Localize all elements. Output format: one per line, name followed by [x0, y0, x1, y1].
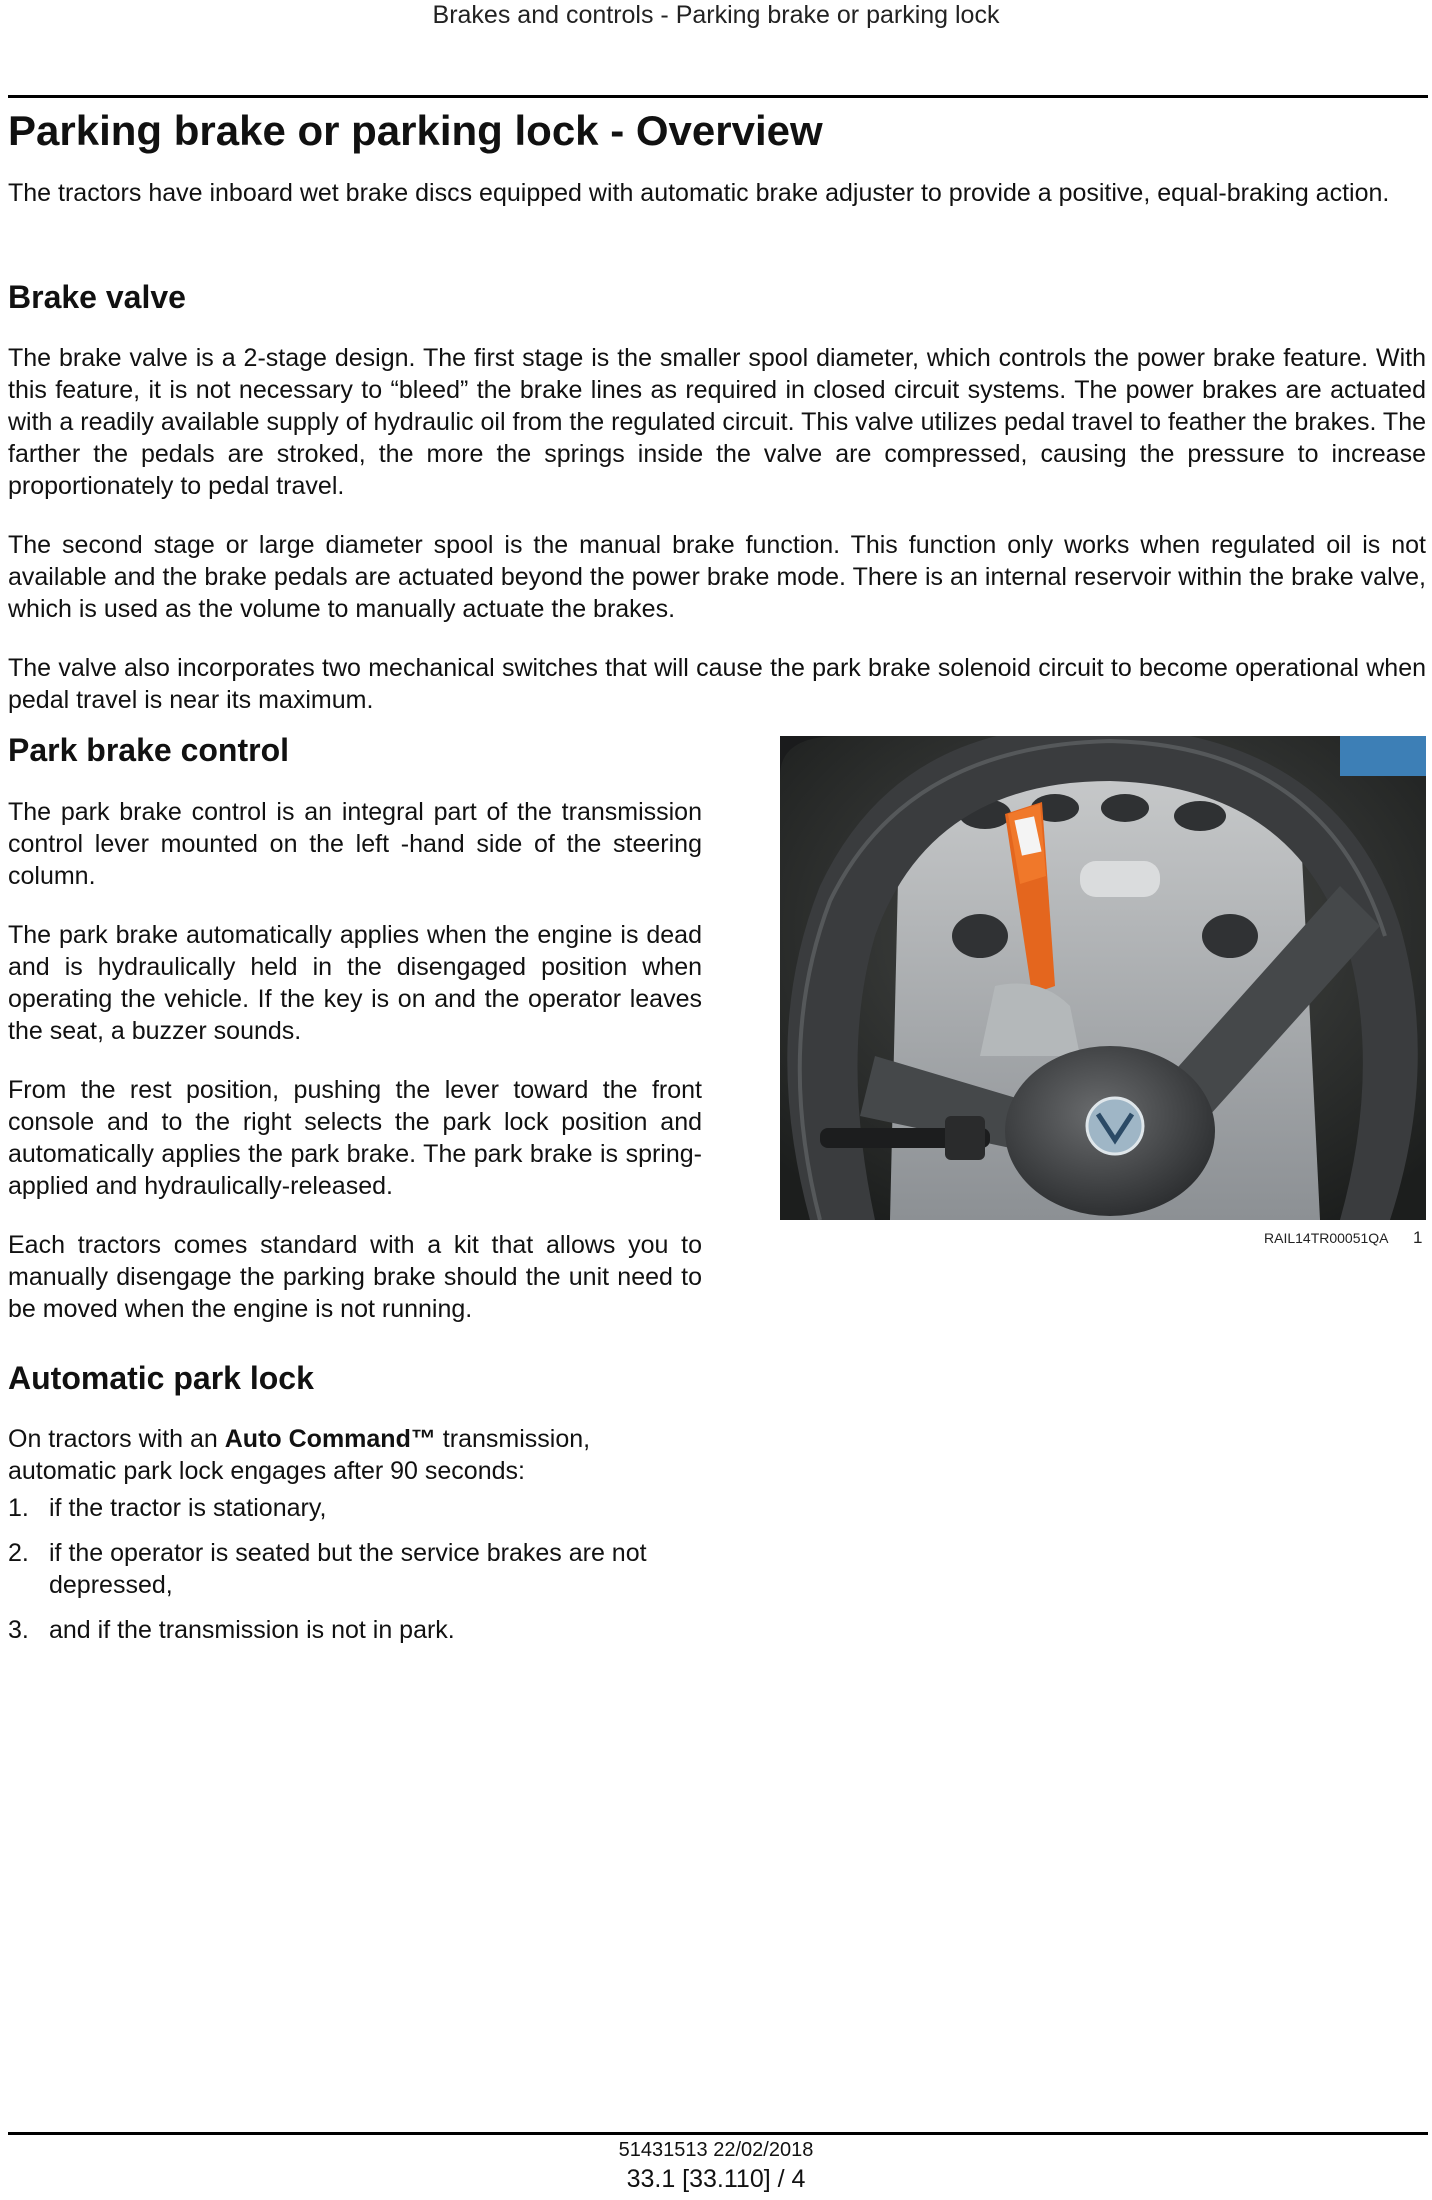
list-item [8, 1492, 708, 1524]
park-brake-paragraph-4: Each tractors comes standard with a kit that allows you to manually disengage the parking brake should the unit need to be moved when the engine is not running. [8, 1231, 702, 1323]
park-brake-paragraph-3: From the rest position, pushing the lever toward the front console and to the right selects the park lock position and automatically applies the park brake. The park brake is spring-applied and hydraulically-released. [8, 1076, 702, 1200]
list-item-number: 3. [8, 1616, 29, 1644]
list-item-number: 2. [8, 1539, 29, 1567]
footer-page-reference: 33.1 [33.110] / 4 [626, 2165, 806, 2193]
figure-reference: RAIL14TR00051QA [1264, 1230, 1389, 1246]
footer-rule [8, 2132, 1428, 2135]
park-lock-conditions-list [8, 1492, 708, 1659]
running-header: Brakes and controls - Parking brake or parking lock [432, 1, 1000, 29]
header-rule [8, 95, 1428, 98]
automatic-park-lock-intro [8, 1423, 702, 1487]
auto-command-label: Auto Command™ [224, 1425, 436, 1453]
list-item-number: 1. [8, 1494, 29, 1522]
automatic-park-lock-heading: Automatic park lock [8, 1360, 314, 1396]
intro-text-after: transmission, automatic park lock engages after 90 seconds: [8, 1425, 591, 1485]
park-brake-paragraph-1: The park brake control is an integral part of the transmission control lever mounted on the left -hand side of the steering column. [8, 798, 702, 890]
list-item-text: if the operator is seated but the service brakes are not depressed, [49, 1539, 647, 1599]
park-brake-paragraph-2: The park brake automatically applies when the engine is dead and is hydraulically held in the disengaged position when operating the vehicle. If the key is on and the operator leaves the seat, a buzzer sounds. [8, 921, 702, 1045]
park-brake-control-heading: Park brake control [8, 732, 289, 768]
list-item [8, 1614, 708, 1646]
steering-wheel-photo [780, 736, 1426, 1220]
brake-valve-paragraph-2: The second stage or large diameter spool is the manual brake function. This function only works when regulated oil is not available and the brake pedals are actuated beyond the power brake mode. There is an internal reservoir within the brake valve, which is used as the volume to manually actuate the brakes. [8, 531, 1426, 623]
intro-text-before: On tractors with an [8, 1425, 225, 1453]
figure-number: 1 [1413, 1228, 1423, 1247]
list-item-text: and if the transmission is not in park. [49, 1616, 455, 1644]
list-item [8, 1537, 708, 1601]
footer-document-info: 51431513 22/02/2018 [618, 2139, 814, 2161]
brake-valve-paragraph-1: The brake valve is a 2-stage design. The first stage is the smaller spool diameter, which controls the power brake feature. With this feature, it is not necessary to “bleed” the brake lines as required in closed circuit systems. The power brakes are actuated with a readily available supply of hydraulic oil from the regulated circuit. This valve utilizes pedal travel to feather the brakes. The farther the pedals are stroked, the more the springs inside the valve are compressed, causing the pressure to increase proportionately to pedal travel. [8, 344, 1426, 500]
list-item-text: if the tractor is stationary, [49, 1494, 327, 1522]
brake-valve-paragraph-3: The valve also incorporates two mechanical switches that will cause the park brake solenoid circuit to become operational when pedal travel is near its maximum. [8, 654, 1426, 714]
intro-paragraph: The tractors have inboard wet brake discs equipped with automatic brake adjuster to provide a positive, equal-braking action. [8, 179, 1390, 207]
brake-valve-heading: Brake valve [8, 279, 186, 315]
page-title: Parking brake or parking lock - Overview [8, 107, 823, 154]
